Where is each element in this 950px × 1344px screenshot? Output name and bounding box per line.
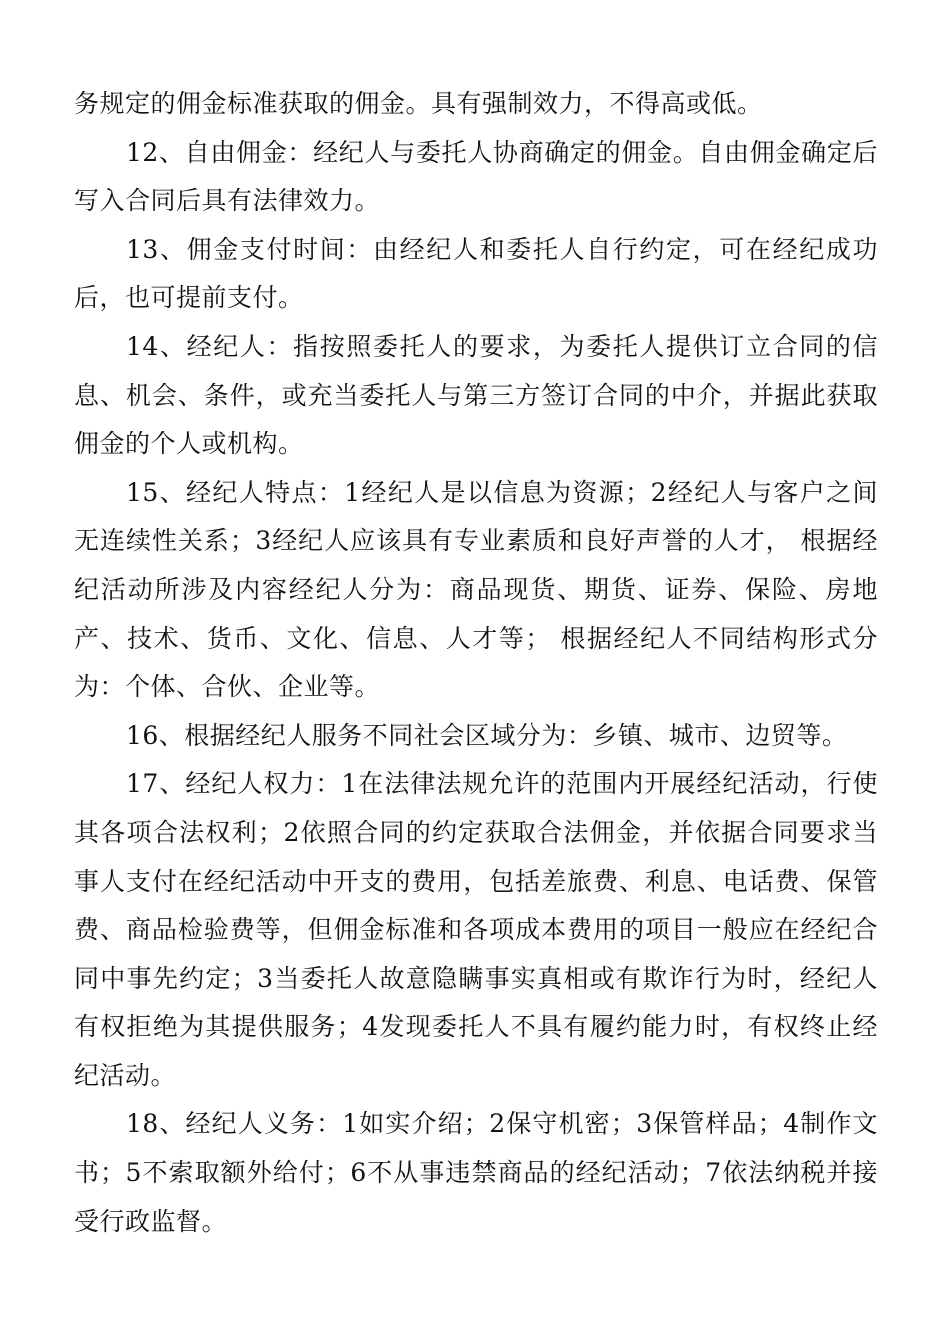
paragraph-item-14: 14、经纪人：指按照委托人的要求，为委托人提供订立合同的信息、机会、条件，或充当委托人与第三方签订合同的中介，并据此获取佣金的个人或机构。 [74,331,878,459]
paragraph-item-15: 15、经纪人特点：1经纪人是以信息为资源；2经纪人与客户之间无连续性关系；3经纪人应该具有专业素质和良好声誉的人才， 根据经纪活动所涉及内容经纪人分为：商品现货、期货、证券、保险、房地产、技术、货币、文化、信息、人才等； 根据经纪人不同结构形式分为：个体、合伙、企业等。 [74,477,878,702]
paragraph-item-17: 17、经纪人权力：1在法律法规允许的范围内开展经纪活动，行使其各项合法权利；2依照合同的约定获取合法佣金，并依据合同要求当事人支付在经纪活动中开支的费用，包括差旅费、利息、电话费、保管费、商品检验费等，但佣金标准和各项成本费用的项目一般应在经纪合同中事先约定；3当委托人故意隐瞒事实真相或有欺诈行为时，经纪人有权拒绝为其提供服务；4发现委托人不具有履约能力时，有权终止经纪活动。 [74,769,878,1090]
paragraph-item-12: 12、自由佣金：经纪人与委托人协商确定的佣金。自由佣金确定后写入合同后具有法律效力。 [74,137,878,216]
paragraph-item-16: 16、根据经纪人服务不同社会区域分为：乡镇、城市、边贸等。 [126,720,848,750]
paragraph-item-18: 18、经纪人义务：1如实介绍；2保守机密；3保管样品；4制作文书；5不索取额外给付；6不从事违禁商品的经纪活动；7依法纳税并接受行政监督。 [74,1109,878,1236]
paragraph-item-13: 13、佣金支付时间：由经纪人和委托人自行约定，可在经纪成功后，也可提前支付。 [74,234,878,313]
document-page [74,80,878,1246]
paragraph-continuation: 务规定的佣金标准获取的佣金。具有强制效力，不得高或低。 [74,89,763,118]
